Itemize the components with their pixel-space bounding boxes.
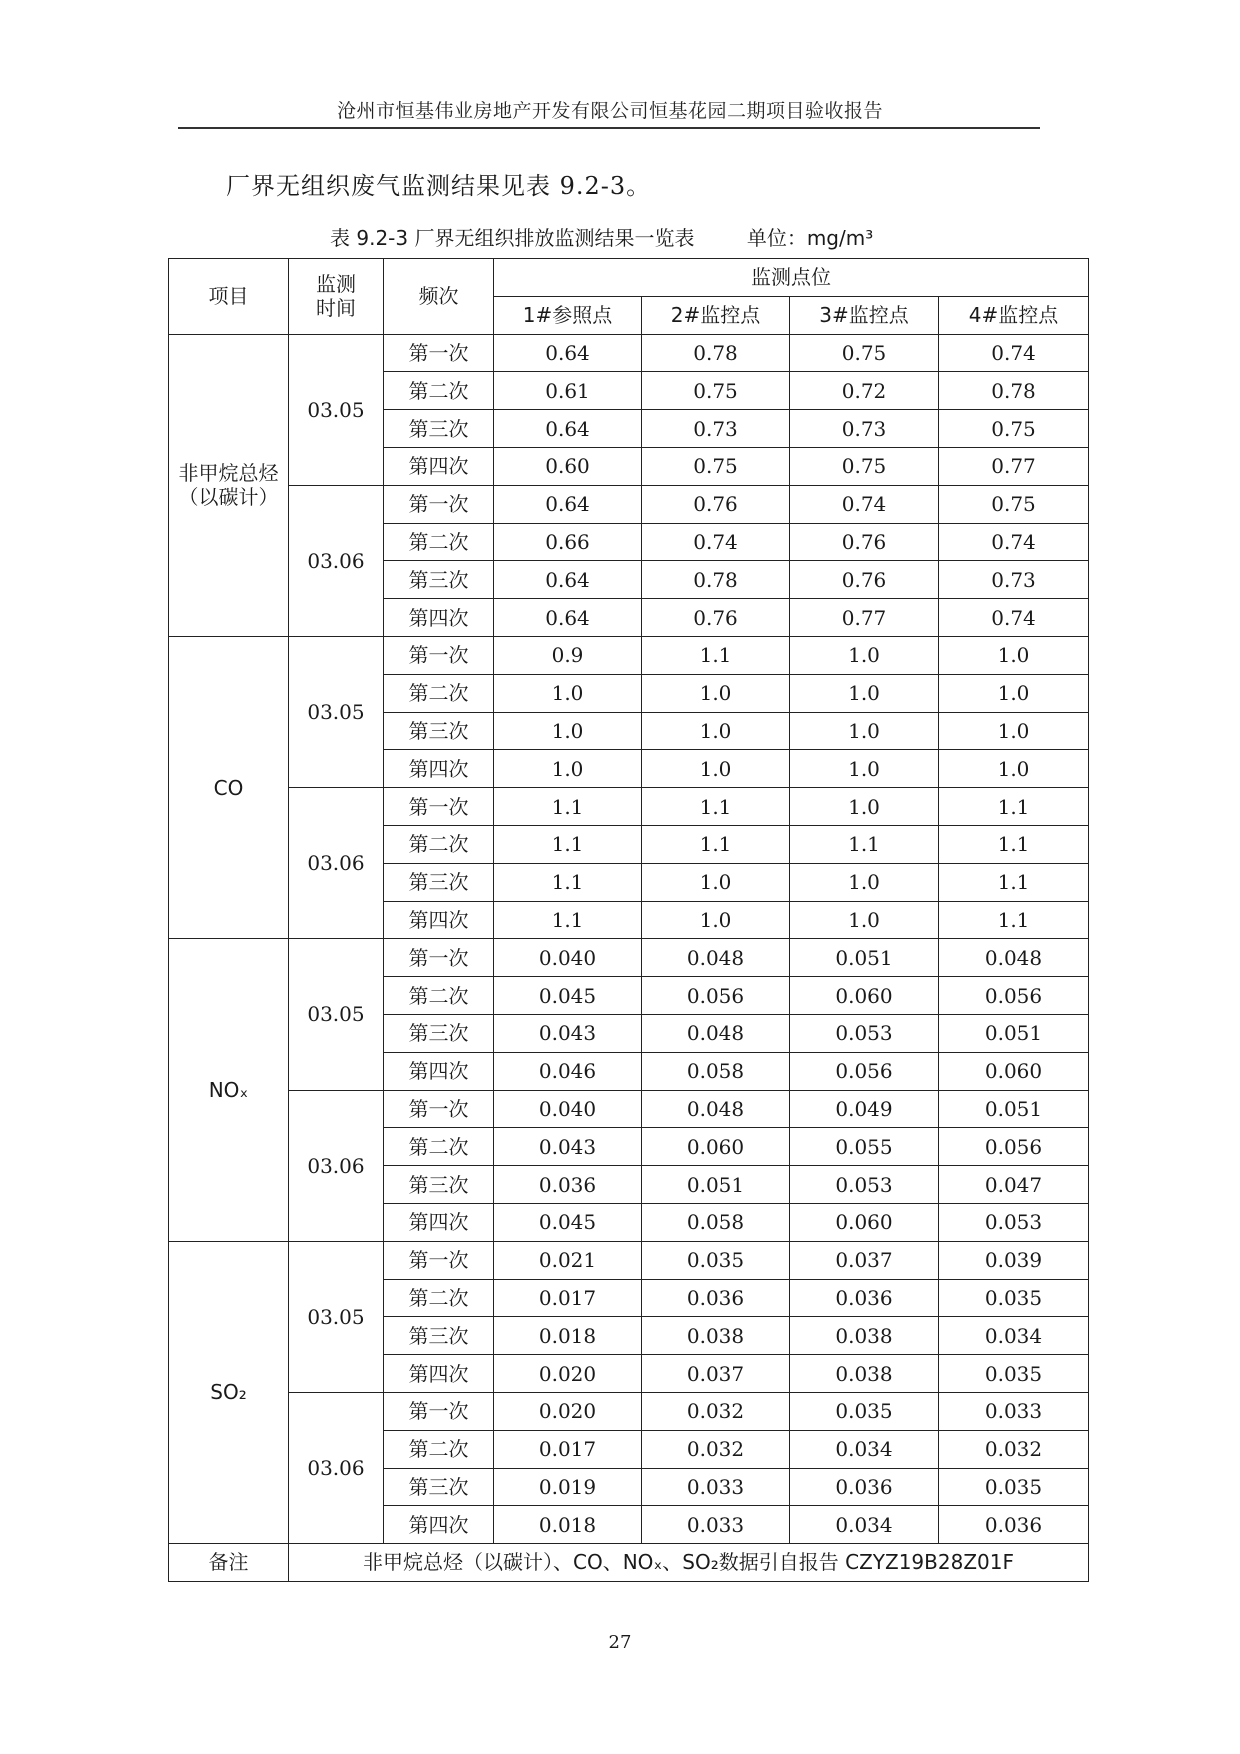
- frequency-cell: 第四次: [384, 447, 494, 485]
- value-cell-point-4: 0.035: [939, 1355, 1089, 1393]
- value-cell-point-2: 0.037: [642, 1355, 790, 1393]
- value-cell-point-3: 0.056: [790, 1052, 939, 1090]
- value-cell-point-4: 0.032: [939, 1430, 1089, 1468]
- frequency-cell: 第二次: [384, 372, 494, 410]
- value-cell-point-4: 0.78: [939, 372, 1089, 410]
- value-cell-point-3: 0.049: [790, 1090, 939, 1128]
- frequency-cell: 第三次: [384, 1468, 494, 1506]
- value-cell-point-4: 0.053: [939, 1203, 1089, 1241]
- value-cell-point-3: 0.053: [790, 1014, 939, 1052]
- results-table-body: [169, 334, 1089, 1544]
- value-cell-point-3: 1.0: [790, 750, 939, 788]
- monitoring-date-cell: 03.05: [289, 636, 384, 787]
- value-cell-point-2: 0.78: [642, 334, 790, 372]
- frequency-cell: 第二次: [384, 1128, 494, 1166]
- value-cell-point-4: 0.056: [939, 1128, 1089, 1166]
- remark-text: 非甲烷总烃（以碳计）、CO、NOₓ、SO₂数据引自报告 CZYZ19B28Z01F: [289, 1544, 1089, 1582]
- value-cell-point-3: 0.035: [790, 1392, 939, 1430]
- value-cell-point-2: 0.056: [642, 977, 790, 1015]
- frequency-cell: 第一次: [384, 788, 494, 826]
- value-cell-point-4: 1.1: [939, 901, 1089, 939]
- table-caption-title: 表 9.2-3 厂界无组织排放监测结果一览表: [330, 226, 695, 250]
- value-cell-point-2: 1.1: [642, 788, 790, 826]
- value-cell-point-4: 1.0: [939, 674, 1089, 712]
- value-cell-point-2: 0.060: [642, 1128, 790, 1166]
- frequency-cell: 第一次: [384, 1392, 494, 1430]
- value-cell-point-3: 0.038: [790, 1317, 939, 1355]
- frequency-cell: 第四次: [384, 1355, 494, 1393]
- value-cell-point-1: 0.9: [494, 636, 642, 674]
- value-cell-point-2: 0.74: [642, 523, 790, 561]
- results-table: [168, 258, 1089, 1582]
- value-cell-point-1: 0.018: [494, 1317, 642, 1355]
- value-cell-point-4: 1.0: [939, 636, 1089, 674]
- value-cell-point-1: 0.040: [494, 939, 642, 977]
- value-cell-point-4: 0.060: [939, 1052, 1089, 1090]
- frequency-cell: 第四次: [384, 1052, 494, 1090]
- value-cell-point-2: 0.035: [642, 1241, 790, 1279]
- frequency-cell: 第二次: [384, 977, 494, 1015]
- value-cell-point-2: 0.032: [642, 1430, 790, 1468]
- value-cell-point-4: 0.056: [939, 977, 1089, 1015]
- value-cell-point-2: 1.0: [642, 674, 790, 712]
- page-header: 沧州市恒基伟业房地产开发有限公司恒基花园二期项目验收报告: [336, 100, 883, 122]
- monitoring-date-cell: 03.05: [289, 334, 384, 485]
- monitoring-date-cell: 03.06: [289, 788, 384, 939]
- value-cell-point-1: 1.0: [494, 750, 642, 788]
- value-cell-point-1: 1.1: [494, 825, 642, 863]
- frequency-cell: 第一次: [384, 334, 494, 372]
- value-cell-point-4: 0.035: [939, 1279, 1089, 1317]
- value-cell-point-4: 0.033: [939, 1392, 1089, 1430]
- value-cell-point-4: 0.048: [939, 939, 1089, 977]
- value-cell-point-1: 0.045: [494, 977, 642, 1015]
- value-cell-point-3: 0.034: [790, 1430, 939, 1468]
- frequency-cell: 第一次: [384, 485, 494, 523]
- value-cell-point-1: 0.61: [494, 372, 642, 410]
- table-row: [169, 636, 1089, 674]
- value-cell-point-2: 0.73: [642, 410, 790, 448]
- table-row: [169, 1090, 1089, 1128]
- value-cell-point-1: 0.64: [494, 485, 642, 523]
- value-cell-point-4: 1.0: [939, 712, 1089, 750]
- header-frequency: 频次: [384, 259, 494, 335]
- header-monitoring-points: 监测点位: [494, 259, 1089, 297]
- table-row: [169, 1392, 1089, 1430]
- value-cell-point-3: 0.77: [790, 599, 939, 637]
- value-cell-point-1: 0.019: [494, 1468, 642, 1506]
- value-cell-point-1: 0.043: [494, 1128, 642, 1166]
- value-cell-point-1: 0.043: [494, 1014, 642, 1052]
- frequency-cell: 第一次: [384, 1241, 494, 1279]
- value-cell-point-4: 0.74: [939, 334, 1089, 372]
- frequency-cell: 第二次: [384, 523, 494, 561]
- value-cell-point-4: 1.1: [939, 825, 1089, 863]
- header-item: 项目: [169, 259, 289, 335]
- value-cell-point-4: 0.77: [939, 447, 1089, 485]
- frequency-cell: 第三次: [384, 712, 494, 750]
- value-cell-point-1: 0.046: [494, 1052, 642, 1090]
- value-cell-point-2: 1.1: [642, 636, 790, 674]
- table-caption-unit: 单位：mg/m³: [746, 226, 874, 250]
- value-cell-point-2: 1.0: [642, 750, 790, 788]
- pollutant-item-cell: NOₓ: [169, 939, 289, 1241]
- value-cell-point-3: 1.0: [790, 901, 939, 939]
- value-cell-point-2: 0.78: [642, 561, 790, 599]
- value-cell-point-2: 0.051: [642, 1166, 790, 1204]
- value-cell-point-1: 0.64: [494, 410, 642, 448]
- frequency-cell: 第三次: [384, 1014, 494, 1052]
- value-cell-point-4: 0.051: [939, 1090, 1089, 1128]
- value-cell-point-3: 0.055: [790, 1128, 939, 1166]
- value-cell-point-3: 0.72: [790, 372, 939, 410]
- intro-paragraph: 厂界无组织废气监测结果见表 9.2-3。: [226, 172, 652, 200]
- value-cell-point-2: 1.0: [642, 901, 790, 939]
- value-cell-point-2: 0.75: [642, 447, 790, 485]
- frequency-cell: 第二次: [384, 1279, 494, 1317]
- value-cell-point-2: 1.1: [642, 825, 790, 863]
- value-cell-point-3: 0.037: [790, 1241, 939, 1279]
- value-cell-point-4: 0.047: [939, 1166, 1089, 1204]
- table-row: [169, 939, 1089, 977]
- value-cell-point-3: 0.036: [790, 1468, 939, 1506]
- value-cell-point-1: 0.020: [494, 1355, 642, 1393]
- frequency-cell: 第一次: [384, 1090, 494, 1128]
- value-cell-point-4: 0.051: [939, 1014, 1089, 1052]
- monitoring-date-cell: 03.05: [289, 939, 384, 1090]
- value-cell-point-3: 0.053: [790, 1166, 939, 1204]
- value-cell-point-2: 0.048: [642, 939, 790, 977]
- value-cell-point-1: 0.64: [494, 599, 642, 637]
- value-cell-point-1: 0.036: [494, 1166, 642, 1204]
- monitoring-date-cell: 03.05: [289, 1241, 384, 1392]
- header-time-line1: 监测: [316, 272, 356, 297]
- frequency-cell: 第三次: [384, 410, 494, 448]
- value-cell-point-2: 1.0: [642, 863, 790, 901]
- frequency-cell: 第一次: [384, 636, 494, 674]
- value-cell-point-1: 0.018: [494, 1506, 642, 1544]
- value-cell-point-3: 0.75: [790, 447, 939, 485]
- value-cell-point-1: 0.021: [494, 1241, 642, 1279]
- value-cell-point-1: 1.0: [494, 674, 642, 712]
- monitoring-date-cell: 03.06: [289, 485, 384, 636]
- value-cell-point-3: 0.76: [790, 523, 939, 561]
- results-table-container: [168, 258, 1089, 1582]
- frequency-cell: 第一次: [384, 939, 494, 977]
- value-cell-point-2: 0.058: [642, 1052, 790, 1090]
- header-point-1: 1#参照点: [494, 296, 642, 334]
- table-caption: [330, 222, 873, 251]
- frequency-cell: 第三次: [384, 561, 494, 599]
- pollutant-item-cell: 非甲烷总烃（以碳计）: [169, 334, 289, 636]
- value-cell-point-4: 0.74: [939, 523, 1089, 561]
- value-cell-point-2: 0.032: [642, 1392, 790, 1430]
- value-cell-point-4: 1.1: [939, 788, 1089, 826]
- value-cell-point-3: 0.74: [790, 485, 939, 523]
- frequency-cell: 第二次: [384, 1430, 494, 1468]
- header-time-line2: 时间: [316, 296, 356, 321]
- value-cell-point-1: 0.60: [494, 447, 642, 485]
- frequency-cell: 第四次: [384, 1203, 494, 1241]
- value-cell-point-4: 0.039: [939, 1241, 1089, 1279]
- value-cell-point-2: 0.033: [642, 1506, 790, 1544]
- value-cell-point-1: 0.64: [494, 561, 642, 599]
- value-cell-point-4: 0.036: [939, 1506, 1089, 1544]
- frequency-cell: 第四次: [384, 750, 494, 788]
- value-cell-point-1: 1.1: [494, 863, 642, 901]
- value-cell-point-2: 0.036: [642, 1279, 790, 1317]
- value-cell-point-2: 0.048: [642, 1014, 790, 1052]
- value-cell-point-2: 0.033: [642, 1468, 790, 1506]
- table-row: [169, 334, 1089, 372]
- value-cell-point-1: 0.045: [494, 1203, 642, 1241]
- value-cell-point-4: 0.75: [939, 410, 1089, 448]
- value-cell-point-4: 0.034: [939, 1317, 1089, 1355]
- value-cell-point-3: 0.051: [790, 939, 939, 977]
- value-cell-point-3: 0.76: [790, 561, 939, 599]
- frequency-cell: 第三次: [384, 1317, 494, 1355]
- pollutant-item-cell: SO₂: [169, 1241, 289, 1543]
- monitoring-date-cell: 03.06: [289, 1090, 384, 1241]
- frequency-cell: 第四次: [384, 1506, 494, 1544]
- frequency-cell: 第二次: [384, 674, 494, 712]
- value-cell-point-3: 1.0: [790, 674, 939, 712]
- value-cell-point-1: 0.017: [494, 1279, 642, 1317]
- value-cell-point-2: 0.058: [642, 1203, 790, 1241]
- value-cell-point-2: 0.038: [642, 1317, 790, 1355]
- table-row: [169, 485, 1089, 523]
- monitoring-date-cell: 03.06: [289, 1392, 384, 1543]
- remark-label: 备注: [169, 1544, 289, 1582]
- table-row: [169, 788, 1089, 826]
- value-cell-point-4: 0.74: [939, 599, 1089, 637]
- page-number: 27: [608, 1632, 632, 1653]
- value-cell-point-3: 0.060: [790, 1203, 939, 1241]
- header-rule: [178, 127, 1040, 129]
- value-cell-point-1: 0.017: [494, 1430, 642, 1468]
- header-point-3: 3#监控点: [790, 296, 939, 334]
- header-point-2: 2#监控点: [642, 296, 790, 334]
- remark-row: [169, 1544, 1089, 1582]
- value-cell-point-1: 0.040: [494, 1090, 642, 1128]
- value-cell-point-3: 0.75: [790, 334, 939, 372]
- value-cell-point-3: 1.1: [790, 825, 939, 863]
- value-cell-point-1: 0.66: [494, 523, 642, 561]
- value-cell-point-1: 0.020: [494, 1392, 642, 1430]
- header-row-1: [169, 259, 1089, 297]
- value-cell-point-4: 0.035: [939, 1468, 1089, 1506]
- value-cell-point-3: 1.0: [790, 788, 939, 826]
- frequency-cell: 第二次: [384, 825, 494, 863]
- frequency-cell: 第三次: [384, 1166, 494, 1204]
- value-cell-point-4: 0.75: [939, 485, 1089, 523]
- value-cell-point-1: 1.1: [494, 788, 642, 826]
- value-cell-point-2: 0.048: [642, 1090, 790, 1128]
- value-cell-point-2: 0.76: [642, 599, 790, 637]
- value-cell-point-4: 1.0: [939, 750, 1089, 788]
- frequency-cell: 第四次: [384, 901, 494, 939]
- value-cell-point-3: 0.036: [790, 1279, 939, 1317]
- value-cell-point-3: 0.73: [790, 410, 939, 448]
- value-cell-point-1: 1.1: [494, 901, 642, 939]
- value-cell-point-1: 1.0: [494, 712, 642, 750]
- value-cell-point-3: 0.060: [790, 977, 939, 1015]
- value-cell-point-3: 1.0: [790, 863, 939, 901]
- value-cell-point-3: 1.0: [790, 636, 939, 674]
- value-cell-point-3: 0.038: [790, 1355, 939, 1393]
- value-cell-point-1: 0.64: [494, 334, 642, 372]
- value-cell-point-2: 0.75: [642, 372, 790, 410]
- value-cell-point-2: 0.76: [642, 485, 790, 523]
- value-cell-point-4: 1.1: [939, 863, 1089, 901]
- frequency-cell: 第四次: [384, 599, 494, 637]
- frequency-cell: 第三次: [384, 863, 494, 901]
- value-cell-point-4: 0.73: [939, 561, 1089, 599]
- header-point-4: 4#监控点: [939, 296, 1089, 334]
- header-time: [289, 259, 384, 335]
- pollutant-item-cell: CO: [169, 636, 289, 938]
- value-cell-point-3: 0.034: [790, 1506, 939, 1544]
- value-cell-point-3: 1.0: [790, 712, 939, 750]
- value-cell-point-2: 1.0: [642, 712, 790, 750]
- table-row: [169, 1241, 1089, 1279]
